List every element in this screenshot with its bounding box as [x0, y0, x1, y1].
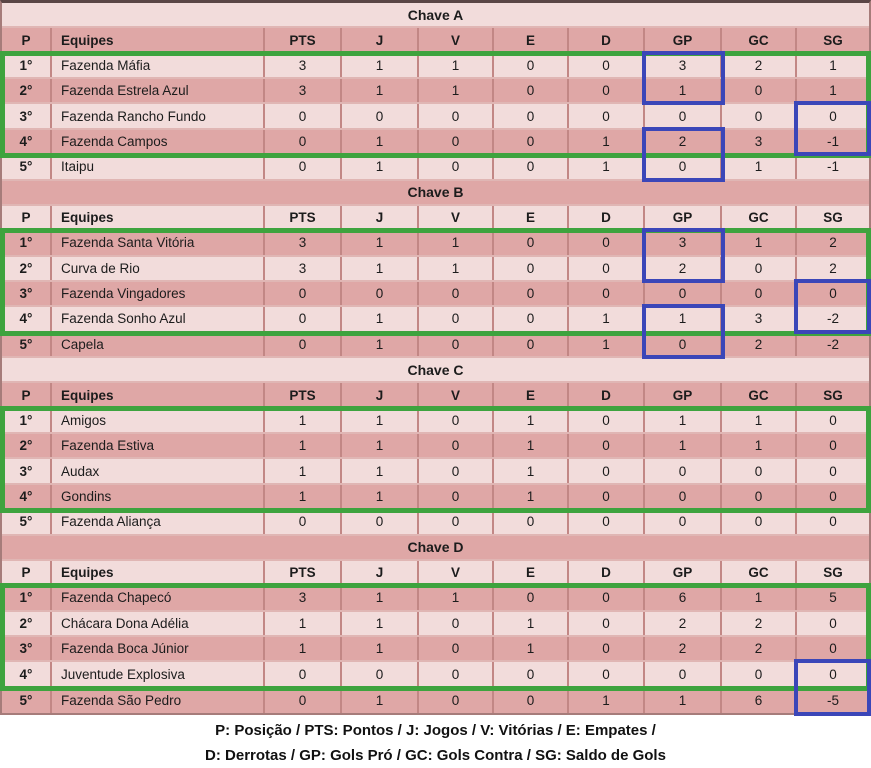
cell-team: Fazenda Estrela Azul — [52, 79, 265, 102]
table-row — [2, 333, 869, 358]
cell-pos: 3° — [2, 459, 52, 482]
cell-stat: 1 — [829, 83, 837, 99]
cell-stat: 0 — [494, 307, 569, 330]
cell-team: Fazenda Aliança — [52, 510, 265, 533]
cell-stat: 0 — [494, 688, 569, 713]
table-row — [2, 257, 869, 282]
cell-stat: 1 — [419, 79, 494, 102]
cell-stat: 0 — [569, 231, 645, 254]
cell-stat: 2 — [722, 54, 797, 77]
cell-stat: 0 — [645, 282, 722, 305]
cell-pos: 1° — [2, 231, 52, 254]
column-header: SG — [823, 387, 843, 403]
cell-stat: 0 — [419, 485, 494, 508]
cell-team: Capela — [52, 333, 265, 356]
cell-stat: 1 — [645, 434, 722, 457]
cell-stat: 0 — [645, 459, 722, 482]
column-header: GC — [722, 383, 797, 406]
footer-legend — [0, 718, 871, 768]
cell-stat: 0 — [829, 514, 837, 530]
cell-pos: 3° — [2, 104, 52, 127]
cell-stat: 0 — [645, 662, 722, 685]
table-row — [2, 510, 869, 535]
cell-stat: 0 — [494, 510, 569, 533]
cell-stat: 1 — [342, 307, 419, 330]
cell-stat: 0 — [645, 510, 722, 533]
cell-stat: 0 — [829, 463, 837, 479]
cell-stat: 0 — [419, 688, 494, 713]
cell-stat: 1 — [342, 586, 419, 609]
cell-pos: 1° — [2, 586, 52, 609]
cell-stat: 1 — [265, 612, 342, 635]
cell-stat: 1 — [342, 333, 419, 356]
cell-stat: 0 — [645, 485, 722, 508]
cell-stat: 1 — [569, 688, 645, 713]
cell-stat: 0 — [419, 434, 494, 457]
cell-pos: 3° — [2, 637, 52, 660]
cell-stat: 2 — [722, 333, 797, 356]
legend-line-1: P: Posição / PTS: Pontos / J: Jogos / V: Vitórias / E: Empates / — [215, 722, 656, 739]
cell-stat: 0 — [419, 333, 494, 356]
table-row — [2, 231, 869, 256]
cell-stat: 0 — [722, 459, 797, 482]
table-row — [2, 612, 869, 637]
column-header: E — [494, 561, 569, 584]
cell-stat: 2 — [645, 612, 722, 635]
cell-stat: 1 — [342, 409, 419, 432]
cell-stat: 0 — [829, 666, 837, 682]
cell-stat: 0 — [829, 438, 837, 454]
column-header: PTS — [265, 383, 342, 406]
column-header: V — [419, 383, 494, 406]
cell-stat: 3 — [265, 586, 342, 609]
cell-stat: 0 — [569, 485, 645, 508]
cell-stat: 1 — [342, 434, 419, 457]
cell-stat: 0 — [722, 79, 797, 102]
column-header: GC — [722, 206, 797, 229]
cell-stat: 1 — [722, 409, 797, 432]
cell-stat: 1 — [419, 257, 494, 280]
cell-stat: 0 — [645, 104, 722, 127]
cell-stat: 2 — [645, 637, 722, 660]
cell-stat: 1 — [265, 637, 342, 660]
cell-stat: 1 — [569, 130, 645, 153]
cell-pos: 2° — [2, 434, 52, 457]
cell-stat: 0 — [829, 108, 837, 124]
cell-stat: 0 — [569, 510, 645, 533]
cell-team: Juventude Explosiva — [52, 662, 265, 685]
cell-stat: 1 — [265, 409, 342, 432]
cell-stat: 0 — [342, 104, 419, 127]
column-header: E — [494, 383, 569, 406]
cell-stat: 0 — [494, 155, 569, 178]
column-header: GP — [645, 28, 722, 51]
cell-stat: 0 — [494, 79, 569, 102]
column-header: P — [2, 28, 52, 51]
column-header: Equipes — [52, 383, 265, 406]
cell-stat: 1 — [342, 54, 419, 77]
cell-stat: 1 — [645, 688, 722, 713]
cell-stat: 1 — [342, 79, 419, 102]
cell-stat: 2 — [722, 612, 797, 635]
cell-stat: 0 — [494, 662, 569, 685]
cell-stat: 0 — [494, 257, 569, 280]
group-title: Chave D — [2, 536, 869, 561]
legend-line-2: D: Derrotas / GP: Gols Pró / GC: Gols Contra / SG: Saldo de Gols — [205, 747, 666, 764]
cell-team: Fazenda Máfia — [52, 54, 265, 77]
cell-stat: 0 — [569, 612, 645, 635]
cell-stat: 1 — [342, 130, 419, 153]
cell-stat: 0 — [265, 307, 342, 330]
cell-team: Fazenda Rancho Fundo — [52, 104, 265, 127]
cell-stat: 0 — [419, 104, 494, 127]
cell-stat: 0 — [265, 510, 342, 533]
cell-stat: 0 — [569, 586, 645, 609]
cell-stat: 0 — [569, 257, 645, 280]
cell-stat: 0 — [265, 662, 342, 685]
column-header: D — [569, 561, 645, 584]
cell-pos: 5° — [2, 155, 52, 178]
column-header-row — [2, 383, 869, 408]
cell-stat: -1 — [826, 159, 839, 175]
cell-stat: 1 — [265, 434, 342, 457]
cell-team: Fazenda Vingadores — [52, 282, 265, 305]
cell-stat: -5 — [826, 692, 839, 708]
cell-team: Audax — [52, 459, 265, 482]
column-header: E — [494, 28, 569, 51]
cell-stat: 0 — [419, 155, 494, 178]
column-header: V — [419, 206, 494, 229]
cell-team: Fazenda Chapecó — [52, 586, 265, 609]
cell-team: Fazenda Boca Júnior — [52, 637, 265, 660]
table-row — [2, 104, 869, 129]
cell-stat: -2 — [826, 311, 839, 327]
cell-pos: 3° — [2, 282, 52, 305]
cell-stat: 1 — [829, 57, 837, 73]
cell-stat: 0 — [419, 637, 494, 660]
cell-stat: 0 — [829, 489, 837, 504]
cell-stat: 0 — [419, 409, 494, 432]
cell-stat: 1 — [342, 257, 419, 280]
cell-stat: 0 — [722, 104, 797, 127]
cell-stat: 3 — [265, 257, 342, 280]
cell-stat: 0 — [494, 130, 569, 153]
cell-stat: 0 — [265, 130, 342, 153]
cell-stat: 0 — [569, 662, 645, 685]
column-header: GP — [645, 561, 722, 584]
cell-stat: 1 — [722, 231, 797, 254]
column-header: Equipes — [52, 28, 265, 51]
cell-stat: 1 — [722, 586, 797, 609]
cell-stat: 3 — [265, 79, 342, 102]
table-row — [2, 155, 869, 180]
cell-stat: 0 — [829, 412, 837, 428]
table-row — [2, 79, 869, 104]
cell-stat: 0 — [419, 130, 494, 153]
cell-stat: 1 — [342, 231, 419, 254]
cell-stat: 0 — [494, 333, 569, 356]
table-row — [2, 434, 869, 459]
table-row — [2, 688, 869, 713]
cell-team: Fazenda Estiva — [52, 434, 265, 457]
table-row — [2, 54, 869, 79]
cell-pos: 1° — [2, 54, 52, 77]
table-row — [2, 282, 869, 307]
cell-stat: 0 — [419, 510, 494, 533]
column-header: GP — [645, 206, 722, 229]
column-header: P — [2, 206, 52, 229]
column-header: SG — [823, 210, 843, 226]
group-title: Chave C — [2, 358, 869, 383]
cell-stat: -2 — [826, 336, 839, 352]
cell-pos: 4° — [2, 307, 52, 330]
column-header-row — [2, 206, 869, 231]
cell-stat: 0 — [569, 54, 645, 77]
cell-stat: 1 — [419, 54, 494, 77]
cell-pos: 2° — [2, 612, 52, 635]
cell-stat: 0 — [569, 409, 645, 432]
cell-pos: 5° — [2, 688, 52, 713]
column-header: SG — [823, 32, 843, 48]
column-header: D — [569, 206, 645, 229]
table-row — [2, 307, 869, 332]
column-header: Equipes — [52, 206, 265, 229]
cell-stat: 3 — [722, 130, 797, 153]
cell-stat: 6 — [722, 688, 797, 713]
cell-stat: 0 — [569, 104, 645, 127]
table-row — [2, 662, 869, 687]
cell-stat: 0 — [494, 104, 569, 127]
column-header: J — [342, 383, 419, 406]
cell-stat: 0 — [419, 662, 494, 685]
cell-stat: 1 — [342, 155, 419, 178]
cell-stat: 1 — [494, 637, 569, 660]
column-header-row — [2, 561, 869, 586]
cell-team: Amigos — [52, 409, 265, 432]
cell-stat: 3 — [645, 231, 722, 254]
column-header: V — [419, 28, 494, 51]
cell-stat: 0 — [419, 282, 494, 305]
column-header: GC — [722, 28, 797, 51]
group-title: Chave A — [2, 3, 869, 28]
cell-stat: 2 — [722, 637, 797, 660]
cell-stat: 1 — [645, 409, 722, 432]
cell-team: Itaipu — [52, 155, 265, 178]
cell-stat: 0 — [265, 155, 342, 178]
cell-stat: 0 — [722, 510, 797, 533]
cell-stat: 0 — [342, 662, 419, 685]
column-header: P — [2, 383, 52, 406]
table-row — [2, 637, 869, 662]
cell-stat: 0 — [645, 155, 722, 178]
table-row — [2, 459, 869, 484]
column-header: PTS — [265, 561, 342, 584]
cell-stat: 0 — [265, 282, 342, 305]
cell-stat: 2 — [829, 235, 837, 251]
table-row — [2, 409, 869, 434]
cell-stat: 1 — [645, 79, 722, 102]
cell-stat: 1 — [569, 307, 645, 330]
cell-stat: 0 — [265, 688, 342, 713]
cell-stat: 0 — [419, 459, 494, 482]
column-header: GP — [645, 383, 722, 406]
cell-stat: 0 — [722, 257, 797, 280]
cell-stat: 3 — [265, 231, 342, 254]
cell-stat: 0 — [722, 485, 797, 508]
table-row — [2, 485, 869, 510]
cell-team: Gondins — [52, 485, 265, 508]
cell-team: Fazenda Campos — [52, 130, 265, 153]
cell-stat: 1 — [569, 155, 645, 178]
cell-stat: 1 — [265, 459, 342, 482]
cell-stat: 0 — [342, 510, 419, 533]
cell-stat: 0 — [829, 615, 837, 631]
cell-stat: 3 — [645, 54, 722, 77]
cell-pos: 4° — [2, 130, 52, 153]
cell-pos: 4° — [2, 662, 52, 685]
cell-stat: 1 — [342, 459, 419, 482]
cell-stat: 1 — [494, 485, 569, 508]
column-header: J — [342, 561, 419, 584]
cell-stat: 3 — [265, 54, 342, 77]
group-title: Chave B — [2, 181, 869, 206]
cell-stat: 0 — [722, 662, 797, 685]
cell-stat: 1 — [494, 612, 569, 635]
column-header: V — [419, 561, 494, 584]
cell-stat: 1 — [722, 434, 797, 457]
column-header: PTS — [265, 28, 342, 51]
cell-stat: 1 — [342, 612, 419, 635]
cell-stat: 0 — [722, 282, 797, 305]
cell-team: Chácara Dona Adélia — [52, 612, 265, 635]
cell-pos: 1° — [2, 409, 52, 432]
column-header: E — [494, 206, 569, 229]
cell-stat: 0 — [265, 104, 342, 127]
cell-stat: 6 — [645, 586, 722, 609]
cell-stat: 1 — [342, 637, 419, 660]
cell-stat: 1 — [645, 307, 722, 330]
cell-stat: 0 — [342, 282, 419, 305]
column-header: GC — [722, 561, 797, 584]
cell-stat: 1 — [342, 688, 419, 713]
cell-pos: 5° — [2, 333, 52, 356]
cell-stat: 1 — [494, 434, 569, 457]
table-row — [2, 130, 869, 155]
cell-team: Curva de Rio — [52, 257, 265, 280]
cell-stat: 1 — [722, 155, 797, 178]
cell-stat: 2 — [645, 130, 722, 153]
column-header: PTS — [265, 206, 342, 229]
column-header: Equipes — [52, 561, 265, 584]
cell-pos: 4° — [2, 485, 52, 508]
column-header: SG — [823, 565, 843, 581]
cell-team: Fazenda Sonho Azul — [52, 307, 265, 330]
column-header: P — [2, 561, 52, 584]
cell-stat: 0 — [829, 286, 837, 302]
cell-pos: 5° — [2, 510, 52, 533]
cell-stat: 0 — [569, 79, 645, 102]
cell-stat: 0 — [829, 641, 837, 657]
column-header-row — [2, 28, 869, 53]
column-header: J — [342, 28, 419, 51]
cell-stat: 1 — [494, 459, 569, 482]
cell-stat: 0 — [569, 282, 645, 305]
table-row — [2, 586, 869, 611]
cell-stat: 1 — [419, 586, 494, 609]
cell-stat: 0 — [419, 612, 494, 635]
cell-stat: 0 — [645, 333, 722, 356]
cell-stat: 0 — [494, 231, 569, 254]
cell-stat: 0 — [494, 586, 569, 609]
cell-stat: 3 — [722, 307, 797, 330]
cell-stat: 2 — [645, 257, 722, 280]
cell-stat: 1 — [569, 333, 645, 356]
column-header: D — [569, 28, 645, 51]
cell-team: Fazenda São Pedro — [52, 688, 265, 713]
cell-stat: 0 — [569, 459, 645, 482]
column-header: J — [342, 206, 419, 229]
cell-stat: 0 — [494, 54, 569, 77]
column-header: D — [569, 383, 645, 406]
cell-stat: 1 — [494, 409, 569, 432]
cell-stat: 0 — [265, 333, 342, 356]
cell-stat: -1 — [826, 133, 839, 149]
cell-pos: 2° — [2, 79, 52, 102]
cell-team: Fazenda Santa Vitória — [52, 231, 265, 254]
cell-stat: 0 — [494, 282, 569, 305]
cell-stat: 1 — [419, 231, 494, 254]
cell-stat: 2 — [829, 260, 837, 276]
cell-pos: 2° — [2, 257, 52, 280]
cell-stat: 1 — [342, 485, 419, 508]
cell-stat: 0 — [569, 434, 645, 457]
cell-stat: 0 — [569, 637, 645, 660]
cell-stat: 5 — [829, 590, 837, 606]
cell-stat: 1 — [265, 485, 342, 508]
cell-stat: 0 — [419, 307, 494, 330]
